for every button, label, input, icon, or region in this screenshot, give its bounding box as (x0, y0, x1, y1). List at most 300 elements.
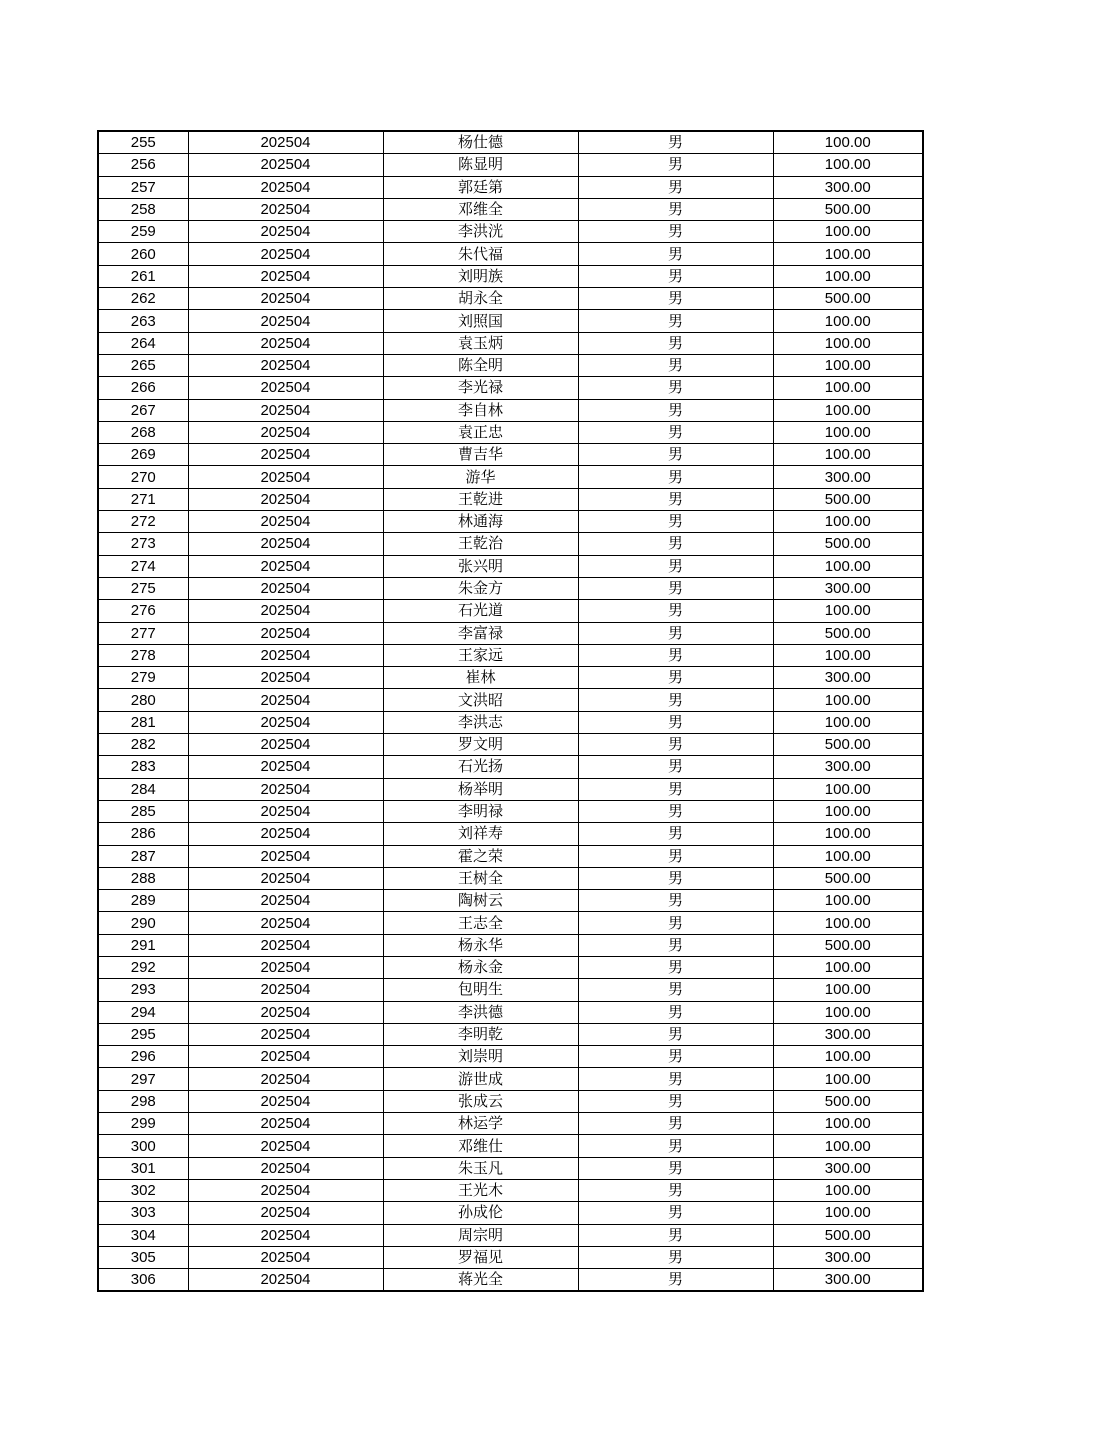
table-row (98, 221, 923, 243)
period-cell: 202504 (188, 1157, 383, 1179)
name-cell: 蒋光全 (383, 1269, 578, 1292)
data-table (97, 130, 924, 1292)
name-cell: 刘祥寿 (383, 823, 578, 845)
name-cell: 李富禄 (383, 622, 578, 644)
row-number-cell: 255 (98, 131, 188, 154)
table-row (98, 934, 923, 956)
row-number-cell: 278 (98, 644, 188, 666)
table-row (98, 600, 923, 622)
name-cell: 王光木 (383, 1179, 578, 1201)
amount-cell: 300.00 (773, 1023, 923, 1045)
period-cell: 202504 (188, 1224, 383, 1246)
table-row (98, 867, 923, 889)
amount-cell: 100.00 (773, 979, 923, 1001)
gender-cell: 男 (578, 756, 773, 778)
amount-cell: 100.00 (773, 778, 923, 800)
amount-cell: 100.00 (773, 399, 923, 421)
amount-cell: 100.00 (773, 444, 923, 466)
table-row (98, 711, 923, 733)
amount-cell: 100.00 (773, 890, 923, 912)
gender-cell: 男 (578, 176, 773, 198)
name-cell: 孙成伦 (383, 1202, 578, 1224)
gender-cell: 男 (578, 221, 773, 243)
name-cell: 朱代福 (383, 243, 578, 265)
gender-cell: 男 (578, 154, 773, 176)
period-cell: 202504 (188, 288, 383, 310)
amount-cell: 300.00 (773, 756, 923, 778)
table-row (98, 466, 923, 488)
row-number-cell: 268 (98, 421, 188, 443)
row-number-cell: 305 (98, 1246, 188, 1268)
table-row (98, 421, 923, 443)
table-row (98, 734, 923, 756)
amount-cell: 100.00 (773, 1135, 923, 1157)
period-cell: 202504 (188, 622, 383, 644)
table-row (98, 667, 923, 689)
period-cell: 202504 (188, 265, 383, 287)
gender-cell: 男 (578, 354, 773, 376)
row-number-cell: 265 (98, 354, 188, 376)
row-number-cell: 286 (98, 823, 188, 845)
name-cell: 袁正忠 (383, 421, 578, 443)
period-cell: 202504 (188, 1068, 383, 1090)
period-cell: 202504 (188, 756, 383, 778)
name-cell: 张成云 (383, 1090, 578, 1112)
period-cell: 202504 (188, 912, 383, 934)
table-row (98, 622, 923, 644)
period-cell: 202504 (188, 154, 383, 176)
row-number-cell: 303 (98, 1202, 188, 1224)
amount-cell: 100.00 (773, 800, 923, 822)
period-cell: 202504 (188, 667, 383, 689)
table-row (98, 1157, 923, 1179)
row-number-cell: 271 (98, 488, 188, 510)
gender-cell: 男 (578, 488, 773, 510)
row-number-cell: 274 (98, 555, 188, 577)
amount-cell: 100.00 (773, 1046, 923, 1068)
gender-cell: 男 (578, 511, 773, 533)
name-cell: 王树全 (383, 867, 578, 889)
gender-cell: 男 (578, 711, 773, 733)
period-cell: 202504 (188, 198, 383, 220)
period-cell: 202504 (188, 176, 383, 198)
period-cell: 202504 (188, 332, 383, 354)
gender-cell: 男 (578, 890, 773, 912)
amount-cell: 300.00 (773, 1246, 923, 1268)
name-cell: 杨举明 (383, 778, 578, 800)
amount-cell: 100.00 (773, 1202, 923, 1224)
period-cell: 202504 (188, 577, 383, 599)
amount-cell: 100.00 (773, 131, 923, 154)
amount-cell: 100.00 (773, 912, 923, 934)
row-number-cell: 287 (98, 845, 188, 867)
gender-cell: 男 (578, 622, 773, 644)
table-row (98, 511, 923, 533)
gender-cell: 男 (578, 1090, 773, 1112)
period-cell: 202504 (188, 600, 383, 622)
gender-cell: 男 (578, 1224, 773, 1246)
amount-cell: 500.00 (773, 734, 923, 756)
row-number-cell: 304 (98, 1224, 188, 1246)
row-number-cell: 263 (98, 310, 188, 332)
name-cell: 王乾进 (383, 488, 578, 510)
table-row (98, 1202, 923, 1224)
gender-cell: 男 (578, 934, 773, 956)
table-row (98, 644, 923, 666)
amount-cell: 500.00 (773, 198, 923, 220)
row-number-cell: 261 (98, 265, 188, 287)
name-cell: 霍之荣 (383, 845, 578, 867)
row-number-cell: 262 (98, 288, 188, 310)
table-row (98, 890, 923, 912)
gender-cell: 男 (578, 689, 773, 711)
table-row (98, 1046, 923, 1068)
gender-cell: 男 (578, 265, 773, 287)
name-cell: 李洪洸 (383, 221, 578, 243)
row-number-cell: 285 (98, 800, 188, 822)
amount-cell: 100.00 (773, 845, 923, 867)
name-cell: 朱金方 (383, 577, 578, 599)
name-cell: 杨仕德 (383, 131, 578, 154)
name-cell: 文洪昭 (383, 689, 578, 711)
period-cell: 202504 (188, 867, 383, 889)
gender-cell: 男 (578, 399, 773, 421)
name-cell: 陈全明 (383, 354, 578, 376)
period-cell: 202504 (188, 1202, 383, 1224)
period-cell: 202504 (188, 511, 383, 533)
table-row (98, 198, 923, 220)
row-number-cell: 293 (98, 979, 188, 1001)
name-cell: 罗福见 (383, 1246, 578, 1268)
name-cell: 王志全 (383, 912, 578, 934)
row-number-cell: 275 (98, 577, 188, 599)
amount-cell: 300.00 (773, 577, 923, 599)
amount-cell: 100.00 (773, 511, 923, 533)
period-cell: 202504 (188, 466, 383, 488)
period-cell: 202504 (188, 1113, 383, 1135)
name-cell: 崔林 (383, 667, 578, 689)
table-row (98, 979, 923, 1001)
name-cell: 林运学 (383, 1113, 578, 1135)
row-number-cell: 283 (98, 756, 188, 778)
period-cell: 202504 (188, 956, 383, 978)
period-cell: 202504 (188, 399, 383, 421)
name-cell: 李洪德 (383, 1001, 578, 1023)
gender-cell: 男 (578, 1113, 773, 1135)
amount-cell: 100.00 (773, 243, 923, 265)
period-cell: 202504 (188, 845, 383, 867)
table-body (98, 131, 923, 1291)
name-cell: 游世成 (383, 1068, 578, 1090)
gender-cell: 男 (578, 444, 773, 466)
row-number-cell: 256 (98, 154, 188, 176)
period-cell: 202504 (188, 488, 383, 510)
gender-cell: 男 (578, 979, 773, 1001)
table-row (98, 1246, 923, 1268)
gender-cell: 男 (578, 198, 773, 220)
gender-cell: 男 (578, 912, 773, 934)
period-cell: 202504 (188, 444, 383, 466)
amount-cell: 500.00 (773, 488, 923, 510)
row-number-cell: 291 (98, 934, 188, 956)
gender-cell: 男 (578, 466, 773, 488)
name-cell: 陶树云 (383, 890, 578, 912)
gender-cell: 男 (578, 555, 773, 577)
table-row (98, 1224, 923, 1246)
period-cell: 202504 (188, 1090, 383, 1112)
name-cell: 曹吉华 (383, 444, 578, 466)
table-row (98, 1001, 923, 1023)
period-cell: 202504 (188, 979, 383, 1001)
amount-cell: 500.00 (773, 1090, 923, 1112)
period-cell: 202504 (188, 1001, 383, 1023)
amount-cell: 100.00 (773, 332, 923, 354)
period-cell: 202504 (188, 1046, 383, 1068)
table-row (98, 399, 923, 421)
gender-cell: 男 (578, 243, 773, 265)
amount-cell: 100.00 (773, 154, 923, 176)
name-cell: 王家远 (383, 644, 578, 666)
name-cell: 游华 (383, 466, 578, 488)
gender-cell: 男 (578, 131, 773, 154)
amount-cell: 500.00 (773, 867, 923, 889)
period-cell: 202504 (188, 644, 383, 666)
row-number-cell: 300 (98, 1135, 188, 1157)
period-cell: 202504 (188, 890, 383, 912)
name-cell: 李明乾 (383, 1023, 578, 1045)
period-cell: 202504 (188, 243, 383, 265)
table-row (98, 488, 923, 510)
amount-cell: 300.00 (773, 1157, 923, 1179)
gender-cell: 男 (578, 1046, 773, 1068)
row-number-cell: 288 (98, 867, 188, 889)
amount-cell: 100.00 (773, 600, 923, 622)
row-number-cell: 296 (98, 1046, 188, 1068)
amount-cell: 100.00 (773, 711, 923, 733)
name-cell: 邓维仕 (383, 1135, 578, 1157)
name-cell: 李光禄 (383, 377, 578, 399)
row-number-cell: 284 (98, 778, 188, 800)
table-row (98, 823, 923, 845)
table-row (98, 778, 923, 800)
table-row (98, 377, 923, 399)
row-number-cell: 290 (98, 912, 188, 934)
period-cell: 202504 (188, 1023, 383, 1045)
name-cell: 刘照国 (383, 310, 578, 332)
row-number-cell: 292 (98, 956, 188, 978)
row-number-cell: 270 (98, 466, 188, 488)
period-cell: 202504 (188, 689, 383, 711)
gender-cell: 男 (578, 778, 773, 800)
row-number-cell: 295 (98, 1023, 188, 1045)
gender-cell: 男 (578, 600, 773, 622)
table-row (98, 444, 923, 466)
gender-cell: 男 (578, 823, 773, 845)
gender-cell: 男 (578, 577, 773, 599)
gender-cell: 男 (578, 332, 773, 354)
gender-cell: 男 (578, 288, 773, 310)
row-number-cell: 264 (98, 332, 188, 354)
table-row (98, 310, 923, 332)
period-cell: 202504 (188, 131, 383, 154)
row-number-cell: 294 (98, 1001, 188, 1023)
gender-cell: 男 (578, 1202, 773, 1224)
row-number-cell: 260 (98, 243, 188, 265)
amount-cell: 500.00 (773, 934, 923, 956)
table-row (98, 154, 923, 176)
gender-cell: 男 (578, 644, 773, 666)
table-row (98, 243, 923, 265)
amount-cell: 100.00 (773, 354, 923, 376)
name-cell: 李洪志 (383, 711, 578, 733)
gender-cell: 男 (578, 421, 773, 443)
name-cell: 刘崇明 (383, 1046, 578, 1068)
table-row (98, 1113, 923, 1135)
table-row (98, 533, 923, 555)
gender-cell: 男 (578, 800, 773, 822)
table-row (98, 1090, 923, 1112)
amount-cell: 100.00 (773, 310, 923, 332)
table-row (98, 354, 923, 376)
name-cell: 罗文明 (383, 734, 578, 756)
period-cell: 202504 (188, 734, 383, 756)
row-number-cell: 279 (98, 667, 188, 689)
row-number-cell: 266 (98, 377, 188, 399)
name-cell: 石光道 (383, 600, 578, 622)
amount-cell: 500.00 (773, 1224, 923, 1246)
table-row (98, 1135, 923, 1157)
row-number-cell: 258 (98, 198, 188, 220)
table-row (98, 577, 923, 599)
gender-cell: 男 (578, 1157, 773, 1179)
gender-cell: 男 (578, 867, 773, 889)
gender-cell: 男 (578, 1068, 773, 1090)
period-cell: 202504 (188, 934, 383, 956)
amount-cell: 100.00 (773, 377, 923, 399)
table-row (98, 756, 923, 778)
table-row (98, 265, 923, 287)
gender-cell: 男 (578, 310, 773, 332)
row-number-cell: 289 (98, 890, 188, 912)
gender-cell: 男 (578, 1001, 773, 1023)
period-cell: 202504 (188, 711, 383, 733)
amount-cell: 500.00 (773, 533, 923, 555)
gender-cell: 男 (578, 845, 773, 867)
name-cell: 李明禄 (383, 800, 578, 822)
name-cell: 朱玉凡 (383, 1157, 578, 1179)
amount-cell: 300.00 (773, 1269, 923, 1292)
table-row (98, 1269, 923, 1292)
row-number-cell: 269 (98, 444, 188, 466)
row-number-cell: 297 (98, 1068, 188, 1090)
name-cell: 石光扬 (383, 756, 578, 778)
amount-cell: 100.00 (773, 644, 923, 666)
table-row (98, 956, 923, 978)
amount-cell: 100.00 (773, 823, 923, 845)
gender-cell: 男 (578, 734, 773, 756)
row-number-cell: 306 (98, 1269, 188, 1292)
name-cell: 刘明族 (383, 265, 578, 287)
period-cell: 202504 (188, 221, 383, 243)
name-cell: 袁玉炳 (383, 332, 578, 354)
period-cell: 202504 (188, 354, 383, 376)
name-cell: 林通海 (383, 511, 578, 533)
row-number-cell: 277 (98, 622, 188, 644)
gender-cell: 男 (578, 1246, 773, 1268)
row-number-cell: 298 (98, 1090, 188, 1112)
period-cell: 202504 (188, 310, 383, 332)
name-cell: 张兴明 (383, 555, 578, 577)
row-number-cell: 257 (98, 176, 188, 198)
row-number-cell: 299 (98, 1113, 188, 1135)
period-cell: 202504 (188, 778, 383, 800)
gender-cell: 男 (578, 1269, 773, 1292)
period-cell: 202504 (188, 377, 383, 399)
table-row (98, 555, 923, 577)
name-cell: 郭廷第 (383, 176, 578, 198)
row-number-cell: 259 (98, 221, 188, 243)
amount-cell: 100.00 (773, 1113, 923, 1135)
amount-cell: 300.00 (773, 667, 923, 689)
amount-cell: 100.00 (773, 1179, 923, 1201)
table-row (98, 131, 923, 154)
period-cell: 202504 (188, 421, 383, 443)
period-cell: 202504 (188, 533, 383, 555)
amount-cell: 100.00 (773, 1001, 923, 1023)
amount-cell: 100.00 (773, 421, 923, 443)
gender-cell: 男 (578, 956, 773, 978)
amount-cell: 100.00 (773, 956, 923, 978)
amount-cell: 100.00 (773, 265, 923, 287)
amount-cell: 100.00 (773, 221, 923, 243)
row-number-cell: 302 (98, 1179, 188, 1201)
amount-cell: 500.00 (773, 622, 923, 644)
table-row (98, 912, 923, 934)
table-row (98, 800, 923, 822)
period-cell: 202504 (188, 555, 383, 577)
name-cell: 杨永金 (383, 956, 578, 978)
table-row (98, 1068, 923, 1090)
period-cell: 202504 (188, 823, 383, 845)
amount-cell: 100.00 (773, 1068, 923, 1090)
amount-cell: 100.00 (773, 689, 923, 711)
row-number-cell: 276 (98, 600, 188, 622)
table-row (98, 845, 923, 867)
gender-cell: 男 (578, 667, 773, 689)
amount-cell: 300.00 (773, 176, 923, 198)
name-cell: 胡永全 (383, 288, 578, 310)
gender-cell: 男 (578, 1023, 773, 1045)
name-cell: 李自林 (383, 399, 578, 421)
gender-cell: 男 (578, 1179, 773, 1201)
row-number-cell: 282 (98, 734, 188, 756)
table-row (98, 1179, 923, 1201)
name-cell: 包明生 (383, 979, 578, 1001)
amount-cell: 100.00 (773, 555, 923, 577)
gender-cell: 男 (578, 533, 773, 555)
period-cell: 202504 (188, 1246, 383, 1268)
row-number-cell: 272 (98, 511, 188, 533)
table-row (98, 1023, 923, 1045)
table-row (98, 176, 923, 198)
name-cell: 杨永华 (383, 934, 578, 956)
name-cell: 陈显明 (383, 154, 578, 176)
row-number-cell: 267 (98, 399, 188, 421)
period-cell: 202504 (188, 1135, 383, 1157)
period-cell: 202504 (188, 1269, 383, 1292)
row-number-cell: 280 (98, 689, 188, 711)
amount-cell: 500.00 (773, 288, 923, 310)
